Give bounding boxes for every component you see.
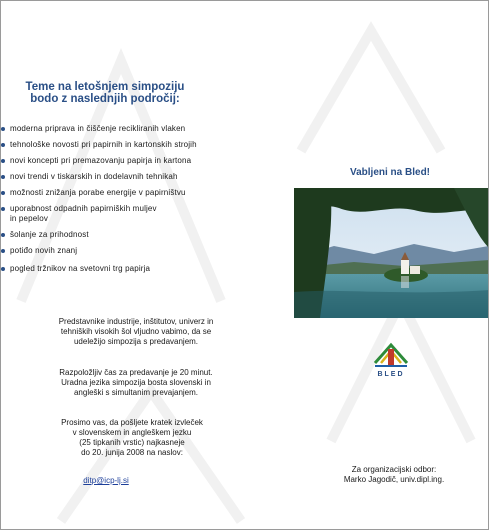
topic-item: pogled tržnikov na svetovni trg papirja: [1, 264, 263, 274]
organizing-committee: Za organizacijski odbor: Marko Jagodič, univ.dipl.ing.: [343, 465, 445, 484]
topics-list: [1, 124, 263, 274]
invitation-paragraph: Predstavnike industrije, inštitutov, univerz in tehniških visokih šol vljudno vabimo, da se udeležijo simpozija s predavanjem.: [58, 317, 214, 346]
bullet-icon: [1, 267, 5, 271]
topic-item: šolanje za prihodnost: [1, 230, 263, 240]
topic-item: tehnološke novosti pri papirnih in kartonskih strojih: [1, 140, 263, 150]
bullet-icon: [1, 159, 5, 163]
topic-item: novi koncepti pri premazovanju papirja in kartona: [1, 156, 263, 166]
email-link[interactable]: ditp@icp-lj.si: [83, 476, 129, 485]
topics-heading-line2: bodo z naslednjih področij:: [30, 93, 180, 105]
bullet-icon: [1, 249, 5, 253]
bullet-icon: [1, 207, 5, 211]
bullet-icon: [1, 233, 5, 237]
topics-heading-line1: Teme na letošnjem simpoziju: [25, 81, 185, 93]
topic-item: možnosti znižanja porabe energije v papirništvu: [1, 188, 263, 198]
bled-logo-text: BLED: [377, 371, 405, 378]
bled-lake-photo: [294, 188, 489, 318]
welcome-heading: Vabljeni na Bled!: [349, 167, 431, 178]
abstract-request-paragraph: Prosimo vas, da pošljete kratek izvleček v slovenskem in angleškem jezku (25 tipkanih vrstic) najkasneje do 20. junija 2008 na naslov:: [61, 418, 203, 457]
topic-item: novi trendi v tiskarskih in dodelavnih tehnikah: [1, 172, 263, 182]
topic-item: uporabnost odpadnih papirniških muljev in pepelov: [1, 204, 160, 224]
bullet-icon: [1, 175, 5, 179]
topic-item: moderna priprava in čiščenje recikliranih vlaken: [1, 124, 263, 134]
topic-item: potiđo novih znanj: [1, 246, 263, 256]
topics-heading: [15, 81, 195, 105]
bullet-icon: [1, 127, 5, 131]
presentation-info-paragraph: Razpoložljiv čas za predavanje je 20 minut. Uradna jezika simpozija bosta slovenski in angleški s simultanim prevajanjem.: [59, 368, 213, 397]
bullet-icon: [1, 191, 5, 195]
bullet-icon: [1, 143, 5, 147]
